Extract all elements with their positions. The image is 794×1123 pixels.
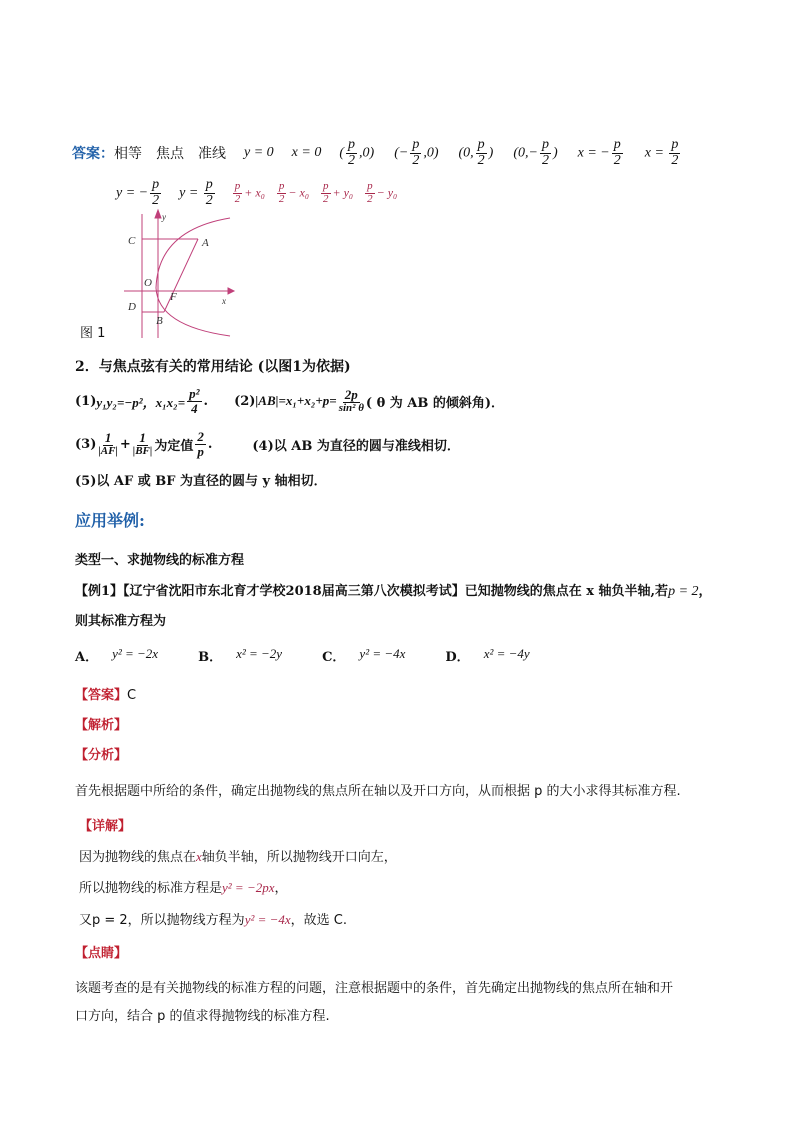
apply-title: 应用举例: [75,511,145,530]
eq-x0: x = 0 [291,145,322,160]
detail-line-2: 所以抛物线的标准方程是y² = −2px， [79,880,288,896]
conclusion-5: (5)以 AF 或 BF 为直径的圆与 y 轴相切． [75,474,327,489]
answer-line-1 [72,136,682,170]
analysis-tag: 【解析】 [75,718,128,733]
coord-1: ( $\frac{p}{2}$ ,0) [339,136,375,168]
x-axis-arrow [228,288,234,294]
option-d-expr: x² = −4y [483,646,530,661]
y-axis-arrow [155,210,161,218]
detail-tag: 【详解】 [79,819,132,834]
answer-word-3: 准线 [198,146,226,162]
option-a-expr: y² = −2x [112,646,159,661]
eq-y-pos: y = $\frac{p}{2}$ [179,176,213,208]
dianjing-line-1: 该题考查的是有关抛物线的标准方程的问题，注意根据题中的条件，首先确定出抛物线的焦点所在轴和开 [75,981,674,996]
eq-y-neg: y = − $\frac{p}{2}$ [116,176,160,208]
focal-1: $\frac{p}{2}$ + x₀ [234,179,265,205]
label-o: O [144,277,152,289]
example1-line1: 【例1】【辽宁省沈阳市东北育才学校2018届高三第八次模拟考试】已知抛物线的焦点在 x 轴负半轴,若p = 2， [75,584,712,599]
coord-3: (0, $\frac{p}{2}$ ) [458,136,494,168]
fenxi-tag: 【分析】 [75,748,128,763]
answer-line-2 [116,176,397,210]
label-a: A [202,237,209,249]
label-b: B [156,315,163,327]
answer-word-2: 焦点 [156,146,184,162]
parabola-curve [156,218,230,336]
eq-y0: y = 0 [244,145,274,160]
answer-label: 答案： [72,146,114,162]
section2-heading: 2．与焦点弦有关的常用结论 (以图1为依据) [75,359,351,375]
label-d: D [128,301,136,313]
type1-heading: 类型一、求抛物线的标准方程 [75,553,245,568]
label-x: x [222,296,226,306]
label-f: F [170,291,177,303]
detail-line-1: 因为抛物线的焦点在x轴负半轴，所以抛物线开口向左， [79,849,397,865]
options-row [75,646,530,665]
eq-x-neg: x = − $\frac{p}{2}$ [577,136,621,168]
parabola-figure [118,208,238,340]
figure-caption: 图 1 [80,326,106,341]
coord-4: (0,− $\frac{p}{2}$ ) [513,136,558,168]
label-c: C [128,235,136,247]
fenxi-text: 首先根据题中所给的条件，确定出抛物线的焦点所在轴以及开口方向，从而根据 p 的大小求得其标准方程. [75,784,681,799]
answer-row: 【答案】C [75,688,137,703]
coord-2: (− $\frac{p}{2}$ ,0) [394,136,439,168]
detail-line-3: 又p = 2，所以抛物线方程为y² = −4x，故选 C. [79,912,348,928]
conclusion-1-2: (1) y₁y₂=−p²，x₁x₂= $\frac{\text{p²}}{4}$ . (2) |AB|=x₁+x₂+p= $\frac{2p}{\text{sin² θ}}$ ( θ 为 AB 的倾斜角)． [75,385,505,416]
option-b-letter: B． [198,650,223,665]
label-y: y [162,212,166,222]
example1-line2: 则其标准方程为 [75,614,167,629]
option-c-expr: y² = −4x [359,646,406,661]
focal-2: $\frac{p}{2}$ − x₀ [278,179,309,205]
focal-4: $\frac{p}{2}$ − y₀ [367,179,398,205]
dianjing-tag: 【点睛】 [75,946,128,961]
option-d-letter: D． [445,650,470,665]
eq-x-pos: x = $\frac{p}{2}$ [644,136,679,168]
dianjing-line-2: 口方向，结合 p 的值求得抛物线的标准方程. [75,1009,330,1024]
answer-word-1: 相等 [114,146,142,162]
conclusion-3-4: (3) $\frac{1}{|AF|}$ + $\frac{1}{|BF|}$ 为定值 $\frac{2}{p}$ . (4)以 AB 为直径的圆与准线相切． [75,428,460,459]
option-c-letter: C． [322,650,346,665]
option-b-expr: x² = −2y [236,646,283,661]
option-a-letter: A． [75,650,99,665]
focal-3: $\frac{p}{2}$ + y₀ [323,179,354,205]
